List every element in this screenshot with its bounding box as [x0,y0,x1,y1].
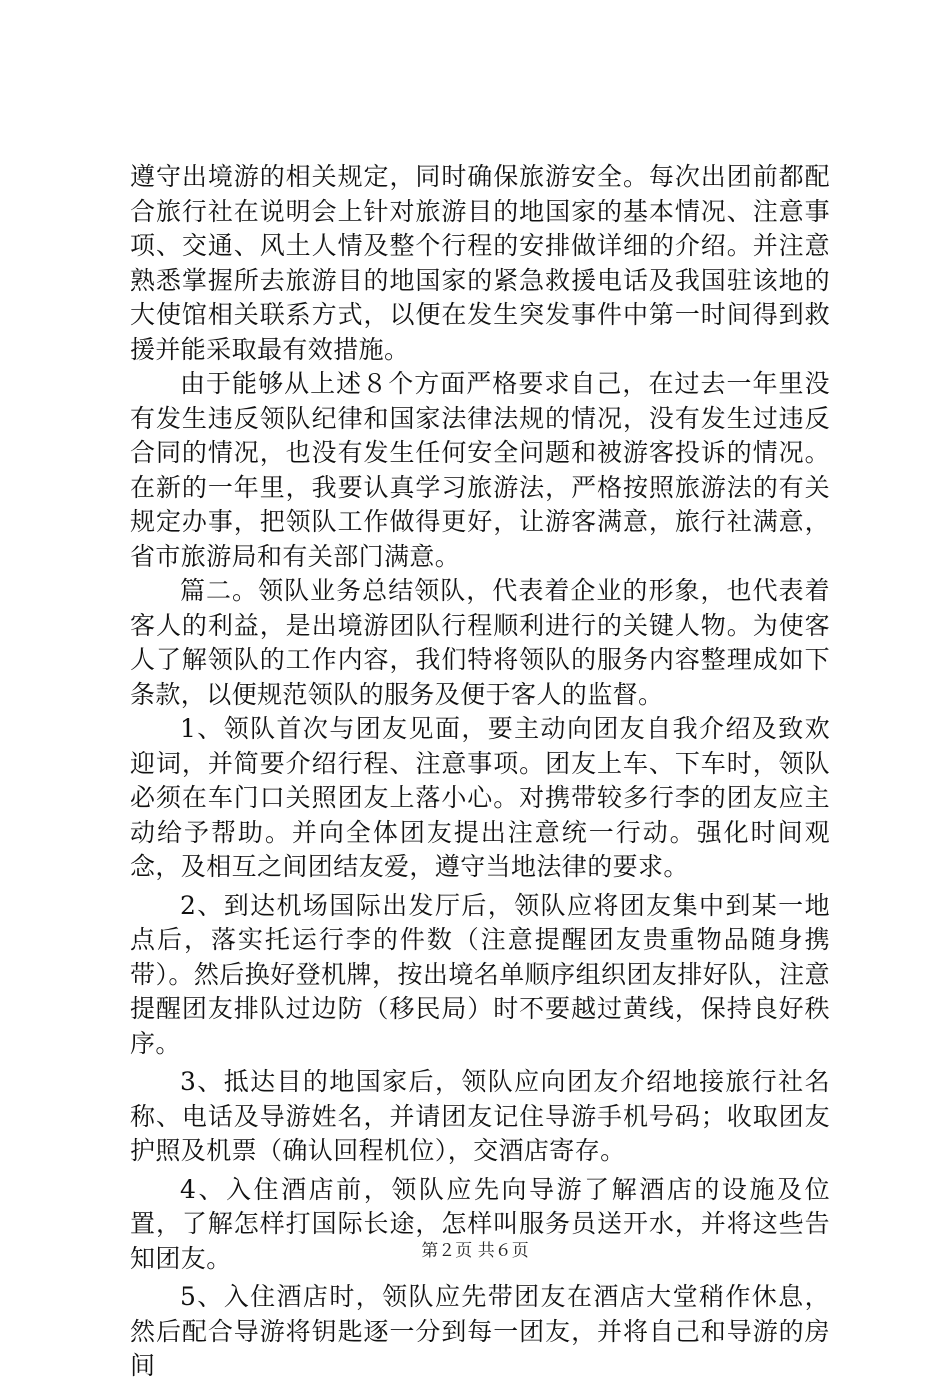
document-body [130,160,830,1384]
paragraph: 1、领队首次与团友见面，要主动向团友自我介绍及致欢迎词，并简要介绍行程、注意事项。团友上车、下车时，领队必须在车门口关照团友上落小心。对携带较多行李的团友应主动给予帮助。并向全体团友提出注意统一行动。强化时间观念，及相互之间团结友爱，遵守当地法律的要求。 [130,714,830,881]
paragraph: 2、到达机场国际出发厅后，领队应将团友集中到某一地点后，落实托运行李的件数（注意提醒团友贵重物品随身携带）。然后换好登机牌，按出境名单顺序组织团友排好队，注意提醒团友排队过边防（移民局）时不要越过黄线，保持良好秩序。 [130,890,830,1058]
page-number: 第２页 共６页 [421,1241,529,1261]
paragraph: 由于能够从上述８个方面严格要求自己，在过去一年里没有发生违反领队纪律和国家法律法规的情况，没有发生过违反合同的情况，也没有发生任何安全问题和被游客投诉的情况。在新的一年里，我要认真学习旅游法，严格按照旅游法的有关规定办事，把领队工作做得更好，让游客满意，旅行社满意，省市旅游局和有关部门满意。 [130,369,830,571]
paragraph: 4、入住酒店前，领队应先向导游了解酒店的设施及位置，了解怎样打国际长途，怎样叫服务员送开水，并将这些告知团友。 [130,1174,830,1273]
paragraph: 5、入住酒店时，领队应先带团友在酒店大堂稍作休息，然后配合导游将钥匙逐一分到每一团友，并将自己和导游的房间 [130,1282,830,1380]
paragraph: 3、抵达目的地国家后，领队应向团友介绍地接旅行社名称、电话及导游姓名，并请团友记住导游手机号码；收取团友护照及机票（确认回程机位），交酒店寄存。 [130,1067,830,1165]
paragraph: 篇二。领队业务总结领队，代表着企业的形象，也代表着客人的利益，是出境游团队行程顺利进行的关键人物。为使客人了解领队的工作内容，我们特将领队的服务内容整理成如下条款，以便规范领队的服务及便于客人的监督。 [130,576,830,709]
paragraph: 遵守出境游的相关规定，同时确保旅游安全。每次出团前都配合旅行社在说明会上针对旅游目的地国家的基本情况、注意事项、交通、风土人情及整个行程的安排做详细的介绍。并注意熟悉掌握所去旅游目的地国家的紧急救援电话及我国驻该地的大使馆相关联系方式，以便在发生突发事件中第一时间得到救援并能采取最有效措施。 [130,162,830,364]
